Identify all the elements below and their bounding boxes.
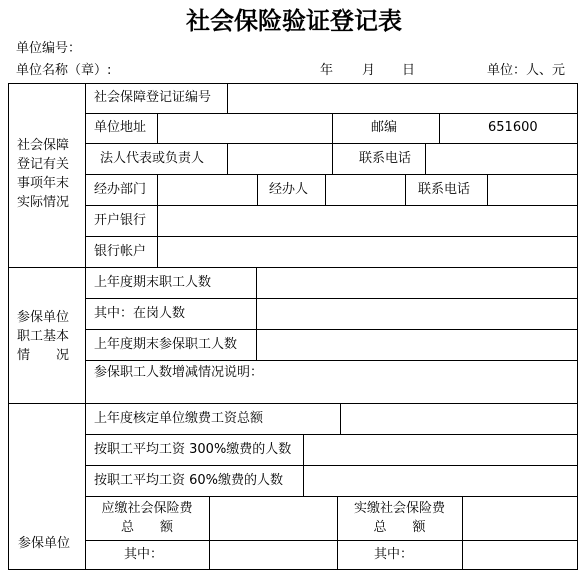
form-title: 社会保险验证登记表 [186,6,402,35]
due-total-label [85,499,209,537]
day-label: 日 [402,63,416,78]
legal-rep-label: 法人代表或负责人 [100,151,205,166]
section2-label-line: 情 况 [17,348,70,363]
section-divider-2 [8,403,578,404]
col-line [332,113,333,144]
unit-name-label: 单位名称（章）: [16,63,112,78]
of-which-label-2: 其中： [374,547,414,562]
postcode-label: 邮编 [371,120,398,135]
col-line [425,143,426,174]
wage-300-label: 按职工平均工资 300%缴费的人数 [94,442,292,457]
due-total-line: 应缴社会保险费 [101,501,193,516]
col-line [157,205,158,268]
reg-no-label: 社会保障登记证编号 [94,90,212,105]
col-line [209,496,210,570]
paid-total-label [337,499,462,537]
section-divider-1 [8,267,578,268]
row-line [85,205,578,206]
col-line [257,174,258,205]
col-line [227,83,228,114]
section3-label: 参保单位 [18,536,71,551]
section2-label-line: 参保单位 [17,310,70,325]
phone2-label: 联系电话 [418,182,471,197]
table-border-left [8,83,9,570]
col-line [405,174,406,205]
on-post-label: 其中：在岗人数 [94,306,186,321]
wage-60-label: 按职工平均工资 60%缴费的人数 [94,473,284,488]
paid-total-line: 总 额 [373,520,426,535]
due-total-line: 总 额 [120,520,173,535]
col-line [462,496,463,570]
section1-label-line: 事项年末 [17,176,70,191]
col-line [325,174,326,205]
section1-label-line: 社会保障 [17,138,70,153]
handler-label: 经办人 [269,182,309,197]
postcode-value: 651600 [488,120,538,135]
col-line [303,434,304,497]
phone-label: 联系电话 [359,151,412,166]
prev-year-insured-label: 上年度期末参保职工人数 [94,337,238,352]
change-note-label: 参保职工人数增减情况说明： [94,365,264,380]
month-label: 月 [362,63,376,78]
section1-label-line: 实际情况 [17,195,70,210]
approved-wage-total-label: 上年度核定单位缴费工资总额 [94,411,264,426]
of-which-label-1: 其中： [124,547,164,562]
section2-label [17,308,69,365]
handling-dept-label: 经办部门 [94,182,147,197]
unit-number-label: 单位编号： [16,41,82,56]
col-line [157,174,158,205]
row-line [85,434,578,435]
unit-of-measure-label: 单位：人、元 [487,63,566,78]
paid-total-line: 实缴社会保险费 [353,501,445,516]
row-line [85,496,578,497]
address-label: 单位地址 [94,120,147,135]
section2-label-line: 职工基本 [17,329,70,344]
col-line [157,113,158,144]
section1-label-line: 登记有关 [17,157,70,172]
row-line [85,360,578,361]
table-border-top [8,83,578,84]
row-line [85,174,578,175]
row-line [85,298,578,299]
row-line [85,465,578,466]
account-label: 银行帐户 [94,244,147,259]
row-line [85,236,578,237]
row-line [85,329,578,330]
row-line [85,540,578,541]
col-line [439,113,440,144]
bank-label: 开户银行 [94,213,147,228]
section1-label [17,136,69,212]
col-line [487,174,488,205]
prev-year-staff-label: 上年度期末职工人数 [94,275,212,290]
col-line [227,143,228,174]
col-line [332,143,333,174]
col-line [256,267,257,361]
col-line [340,403,341,435]
year-label: 年 [320,63,334,78]
